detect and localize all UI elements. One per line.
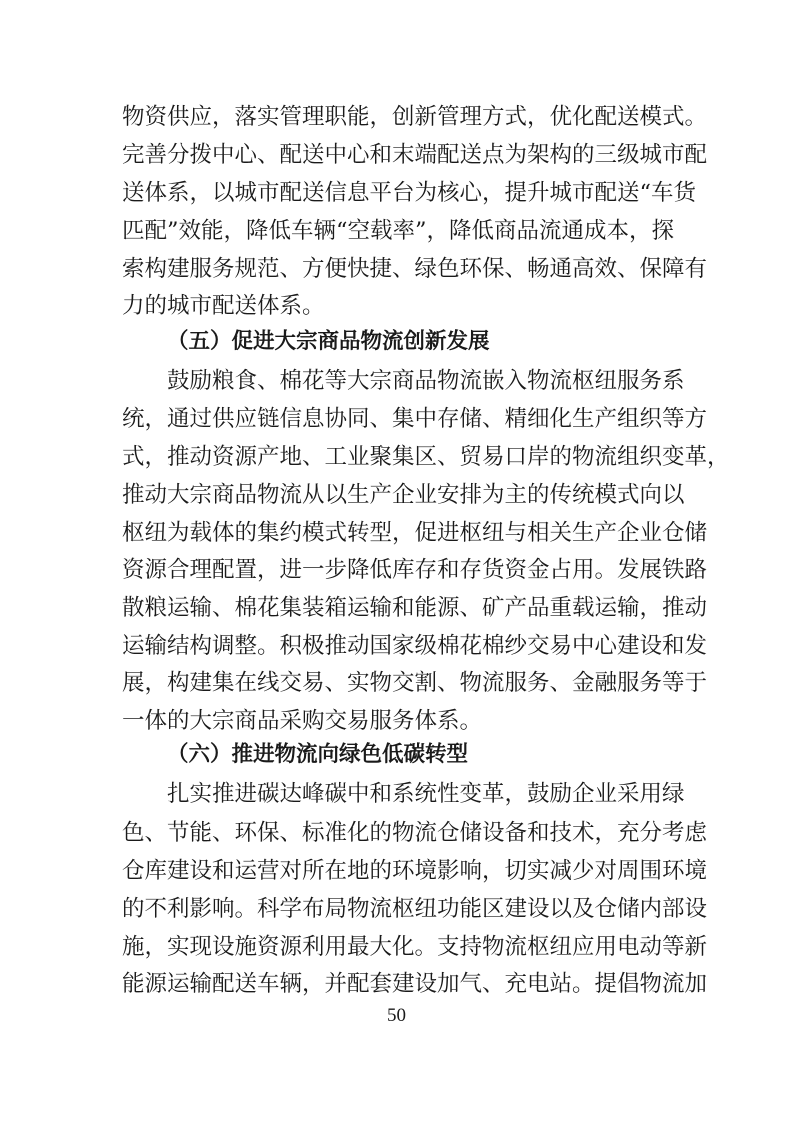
paragraph-line: 的不利影响。科学布局物流枢纽功能区建设以及仓储内部设: [122, 896, 708, 922]
paragraph-line: 资源合理配置，进一步降低库存和存货资金占用。发展铁路: [122, 557, 708, 583]
page-number: 50: [387, 1005, 406, 1026]
paragraph-line: 色、节能、环保、标准化的物流仓储设备和技术，充分考虑: [122, 820, 708, 846]
paragraph-line: 仓库建设和运营对所在地的环境影响，切实减少对周围环境: [122, 858, 708, 884]
section-heading-6: （六）推进物流向绿色低碳转型: [167, 742, 469, 767]
paragraph-line: 力的城市配送体系。: [122, 293, 325, 319]
paragraph-line: 扎实推进碳达峰碳中和系统性变革，鼓励企业采用绿: [167, 781, 685, 807]
paragraph-line: 鼓励粮食、棉花等大宗商品物流嵌入物流枢纽服务系: [167, 368, 685, 394]
paragraph-line: 送体系，以城市配送信息平台为核心，提升城市配送“车货: [122, 180, 697, 206]
paragraph-line: 施，实现设施资源利用最大化。支持物流枢纽应用电动等新: [122, 934, 708, 960]
paragraph-line: 索构建服务规范、方便快捷、绿色环保、畅通高效、保障有: [122, 256, 708, 282]
paragraph-line: 完善分拨中心、配送中心和末端配送点为架构的三级城市配: [122, 142, 708, 168]
paragraph-line: 匹配”效能，降低车辆“空载率”，降低商品流通成本，探: [122, 218, 675, 244]
paragraph-line: 统，通过供应链信息协同、集中存储、精细化生产组织等方: [122, 406, 708, 432]
section-heading-5: （五）促进大宗商品物流创新发展: [167, 329, 490, 354]
paragraph-line: 式，推动资源产地、工业聚集区、贸易口岸的物流组织变革，: [122, 444, 730, 470]
paragraph-line: 物资供应，落实管理职能，创新管理方式，优化配送模式。: [122, 104, 708, 130]
paragraph-line: 散粮运输、棉花集装箱运输和能源、矿产品重载运输，推动: [122, 595, 708, 621]
paragraph-line: 展，构建集在线交易、实物交割、物流服务、金融服务等于: [122, 670, 708, 696]
paragraph-line: 枢纽为载体的集约模式转型，促进枢纽与相关生产企业仓储: [122, 520, 708, 546]
paragraph-line: 能源运输配送车辆，并配套建设加气、充电站。提倡物流加: [122, 971, 708, 997]
paragraph-line: 一体的大宗商品采购交易服务体系。: [122, 708, 483, 734]
paragraph-line: 推动大宗商品物流从以生产企业安排为主的传统模式向以: [122, 482, 685, 508]
paragraph-line: 运输结构调整。积极推动国家级棉花棉纱交易中心建设和发: [122, 633, 708, 659]
